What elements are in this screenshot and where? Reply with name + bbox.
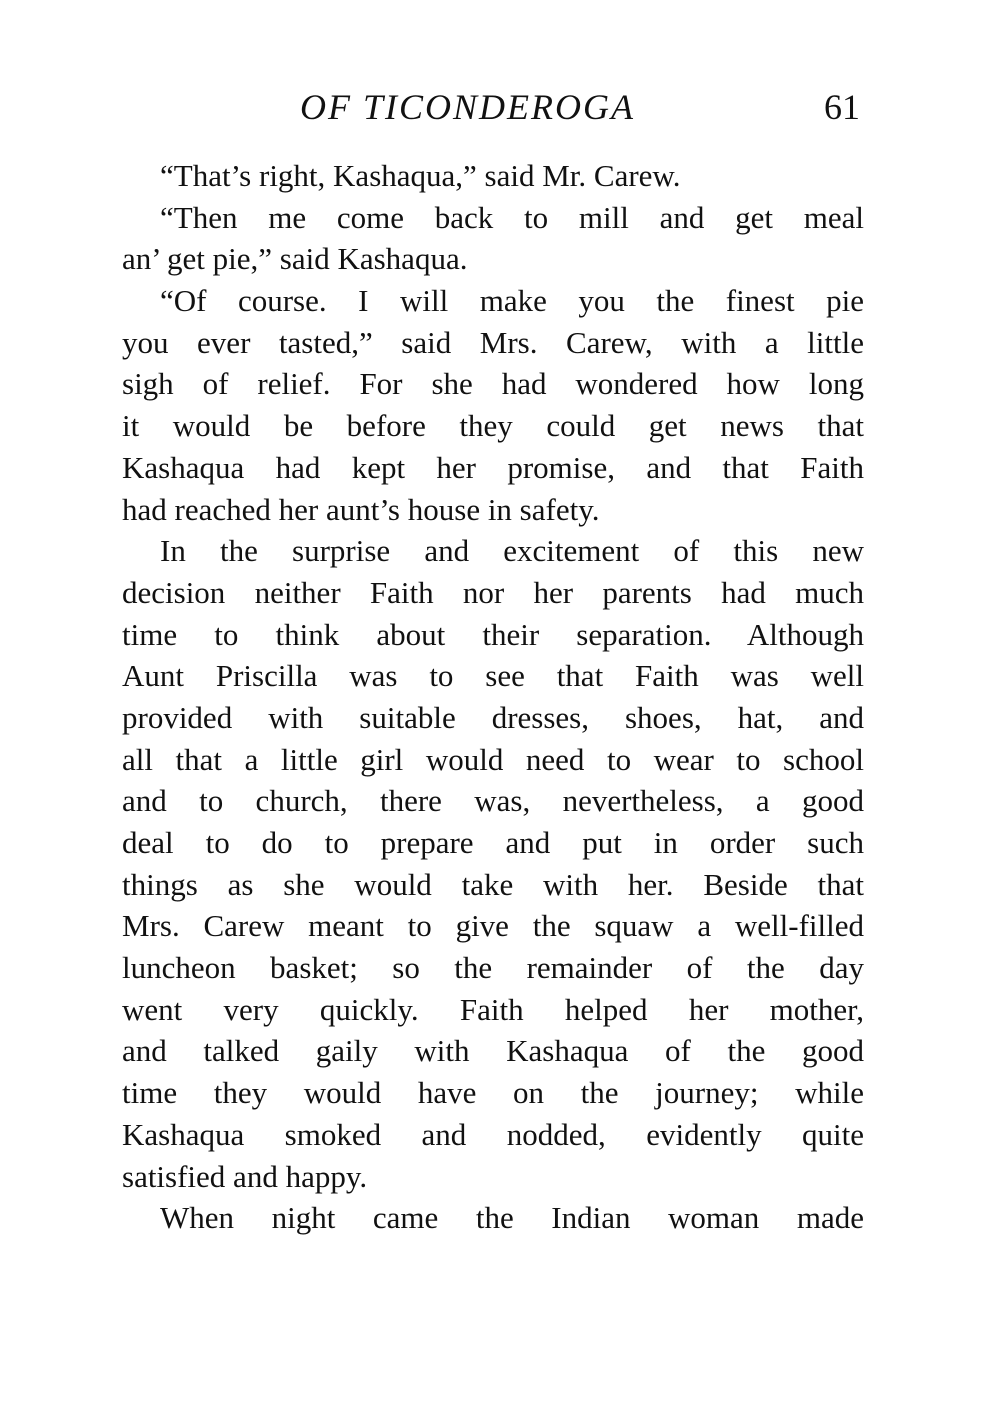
text-line: it would be before they could get news that bbox=[122, 408, 864, 444]
text-line: an’ get pie,” said Kashaqua. bbox=[122, 241, 468, 277]
text-line: “Of course. I will make you the finest pie bbox=[160, 283, 864, 319]
page-number: 61 bbox=[824, 87, 860, 127]
text-line: time to think about their separation. Although bbox=[122, 616, 864, 652]
text-line: you ever tasted,” said Mrs. Carew, with a little bbox=[122, 324, 864, 360]
text-line: In the surprise and excitement of this new bbox=[160, 533, 864, 569]
running-head bbox=[122, 82, 864, 132]
text-line: deal to do to prepare and put in order such bbox=[122, 825, 864, 860]
text-line: and talked gaily with Kashaqua of the good bbox=[122, 1033, 864, 1069]
text-line: all that a little girl would need to wear to school bbox=[122, 741, 864, 777]
text-line: Kashaqua had kept her promise, and that Faith bbox=[122, 449, 864, 485]
text-line: Kashaqua smoked and nodded, evidently quite bbox=[122, 1116, 864, 1152]
text-line: provided with suitable dresses, shoes, hat, and bbox=[122, 699, 864, 735]
text-line: and to church, there was, nevertheless, a good bbox=[122, 783, 864, 819]
text-line: time they would have on the journey; while bbox=[122, 1075, 864, 1111]
text-line: “That’s right, Kashaqua,” said Mr. Carew. bbox=[160, 158, 681, 193]
text-line: decision neither Faith nor her parents had much bbox=[122, 574, 864, 610]
text-line: had reached her aunt’s house in safety. bbox=[122, 491, 600, 527]
running-title: OF TICONDEROGA bbox=[300, 87, 635, 127]
text-line: satisfied and happy. bbox=[122, 1158, 368, 1194]
body-text bbox=[122, 155, 864, 1239]
text-line: sigh of relief. For she had wondered how long bbox=[122, 366, 864, 402]
text-line: “Then me come back to mill and get meal bbox=[160, 199, 864, 235]
text-line: went very quickly. Faith helped her mother, bbox=[122, 991, 864, 1027]
text-line: luncheon basket; so the remainder of the day bbox=[122, 950, 864, 986]
text-line: When night came the Indian woman made bbox=[160, 1200, 864, 1236]
text-line: Mrs. Carew meant to give the squaw a well-filled bbox=[122, 908, 864, 944]
text-line: Aunt Priscilla was to see that Faith was well bbox=[122, 658, 864, 694]
text-line: things as she would take with her. Beside that bbox=[122, 866, 864, 902]
